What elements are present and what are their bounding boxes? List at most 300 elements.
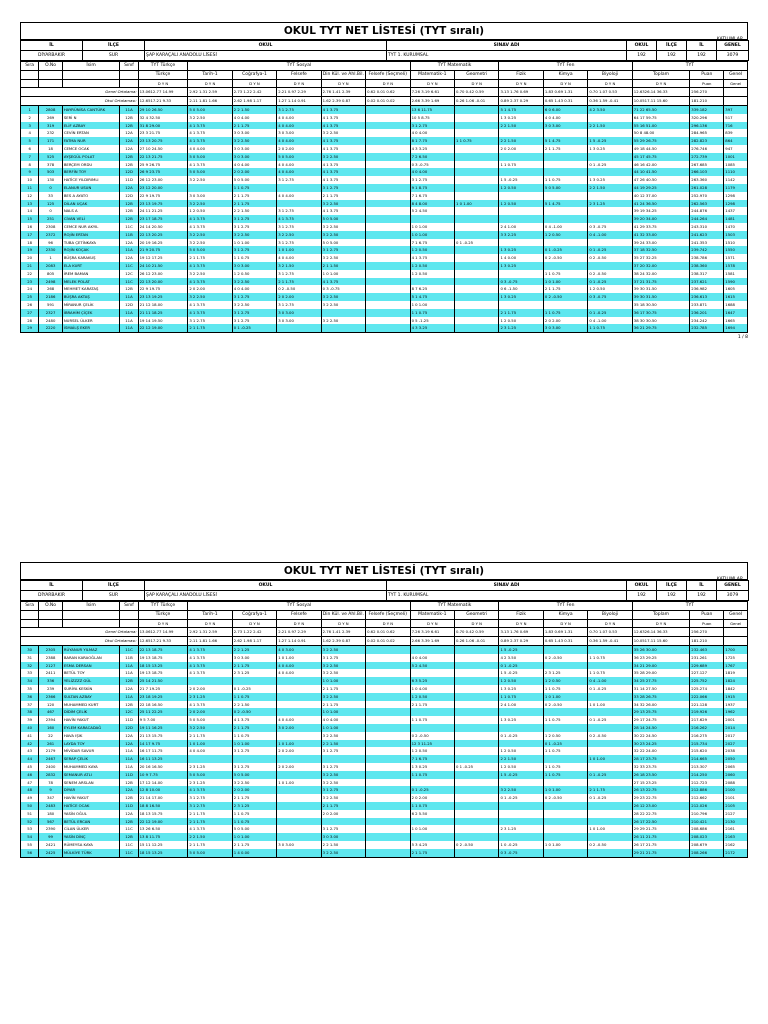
table-cell (455, 122, 499, 130)
table-cell: 0 2 -0.50 (543, 254, 587, 262)
table-cell: 42 (21, 740, 39, 748)
table-cell: 1 1 0.75 (410, 309, 454, 317)
table-cell: CEMCE OCAK (62, 145, 120, 153)
table-cell: 7 1 6.75 (410, 755, 454, 763)
table-cell: 3 2 2.50 (277, 231, 321, 239)
sub-header: Puan (690, 71, 724, 80)
genel-average-row (21, 88, 748, 97)
table-cell: 2 1 1.75 (232, 841, 276, 849)
table-cell: 1 1 0.75 (543, 270, 587, 278)
table-cell: 3 0 3.00 (232, 654, 276, 662)
average-value: 0.65 1.43 0.31 (543, 637, 587, 646)
table-cell: 5 0 5.00 (188, 246, 232, 254)
table-cell (366, 153, 411, 161)
table-cell: 276.746 (690, 145, 724, 153)
table-cell: 212.026 (690, 802, 724, 810)
table-cell: 16 17 11.75 (138, 747, 188, 755)
table-row (21, 763, 748, 771)
table-cell (366, 106, 411, 114)
table-cell: 2327 (39, 309, 63, 317)
table-cell (277, 732, 321, 740)
table-row (21, 262, 748, 270)
table-cell: 50 (21, 802, 39, 810)
table-cell: 5 0 5.00 (232, 176, 276, 184)
table-cell: 23 18 19.25 (138, 693, 188, 701)
table-cell: 21 (21, 262, 39, 270)
dyn-header: D Y N (188, 80, 232, 88)
table-cell: 1 2 0.50 (499, 677, 543, 685)
table-cell: 2 2 1.50 (588, 184, 632, 192)
table-cell: 1 2 0.50 (410, 262, 454, 270)
table-cell: 20 16 16.50 (138, 763, 188, 771)
table-cell (188, 677, 232, 685)
table-cell (455, 708, 499, 716)
table-cell: 4 1 3.75 (188, 223, 232, 231)
table-cell: 591 (39, 301, 63, 309)
table-cell (588, 810, 632, 818)
table-cell: 0 4 -1.00 (543, 223, 587, 231)
table-cell: 4 0 4.00 (188, 747, 232, 755)
genel-header: Genel (724, 620, 748, 628)
average-value: 7.26 3.19 6.61 (410, 88, 454, 97)
table-cell: 1 2 0.50 (543, 732, 587, 740)
count-ilce-label: İLÇE (657, 41, 687, 51)
table-cell: 11A (120, 309, 138, 317)
table-cell: 4 1 3.75 (321, 278, 365, 286)
table-cell: 263.360 (690, 176, 724, 184)
table-cell (232, 755, 276, 763)
blank-cell (120, 611, 138, 620)
blank-cell (39, 80, 63, 88)
average-value: 0.70 1.07 0.53 (588, 628, 632, 637)
table-cell: 18 8 16.50 (138, 802, 188, 810)
table-cell (277, 849, 321, 857)
table-cell: 2 0 2.00 (543, 317, 587, 325)
table-cell (277, 200, 321, 208)
table-row (21, 114, 748, 122)
table-cell: 1 5 -0.25 (499, 646, 543, 654)
table-row (21, 106, 748, 114)
table-cell: 2 2 1.50 (232, 106, 276, 114)
table-cell: 2 1 1.75 (232, 724, 276, 732)
table-cell (588, 168, 632, 176)
table-cell: 5 0 5.00 (188, 168, 232, 176)
sub-header: Felsefe (Seçmeli) (366, 611, 411, 620)
table-cell: 2 1 1.75 (232, 662, 276, 670)
table-row (21, 137, 748, 145)
table-cell: 5 0 5.00 (232, 825, 276, 833)
table-cell: 12B (120, 215, 138, 223)
table-cell: 212.723 (690, 779, 724, 787)
average-value: 0.02 0.01 0.02 (366, 637, 411, 646)
table-row (21, 685, 748, 693)
genel-average-row-label: Genel Ortalama: (21, 628, 139, 637)
dyn-header: D Y N (455, 80, 499, 88)
table-cell: 3 0 3.00 (543, 122, 587, 130)
table-cell: 2060 (724, 771, 748, 779)
table-cell: 48 (21, 786, 39, 794)
table-cell: 26 13 22.75 (632, 786, 690, 794)
table-cell: 3 1 2.75 (321, 763, 365, 771)
table-cell: 0 1 -0.25 (499, 794, 543, 802)
table-cell: 1 1 0.75 (588, 654, 632, 662)
table-cell: 241.623 (690, 231, 724, 239)
table-cell (455, 825, 499, 833)
table-cell (499, 802, 543, 810)
table-cell: 1 3 0.25 (499, 246, 543, 254)
table-cell: 2 1 1.75 (321, 802, 365, 810)
dyn-header: D Y N (366, 80, 411, 88)
table-cell: 2 0 2.00 (188, 708, 232, 716)
table-cell (543, 724, 587, 732)
table-cell: 1 0 1.00 (543, 278, 587, 286)
average-value: 2.73 1.22 2.42 (232, 628, 276, 637)
table-cell (588, 740, 632, 748)
ilce-value: SUR (83, 591, 145, 601)
sub-header: Matematik-1 (410, 611, 454, 620)
table-cell: 319 (39, 122, 63, 130)
genel-average-row-label: Genel Ortalama: (21, 88, 139, 97)
table-cell: 4 0 4.00 (410, 129, 454, 137)
table-cell (455, 293, 499, 301)
table-cell: 1298 (724, 200, 748, 208)
col-sinif-header: Sınıf (120, 602, 138, 611)
table-cell: 3 1 2.75 (232, 317, 276, 325)
table-cell (188, 184, 232, 192)
table-cell: 125 (39, 200, 63, 208)
dyn-header: D Y N (410, 620, 454, 628)
table-cell: 40 (21, 724, 39, 732)
table-cell: 1298 (724, 192, 748, 200)
table-cell: 3 2 2.50 (232, 278, 276, 286)
table-cell (277, 825, 321, 833)
average-value: 2.11 1.81 1.66 (188, 637, 232, 646)
table-row (21, 278, 748, 286)
okul-average-row (21, 97, 748, 106)
table-cell: 12B (120, 701, 138, 709)
table-cell: 0 2 -0.50 (277, 285, 321, 293)
sub-header: Biyoloji (588, 71, 632, 80)
table-cell: 11B (120, 654, 138, 662)
table-cell: 4 1 3.75 (277, 215, 321, 223)
table-cell: 4 0 4.00 (277, 137, 321, 145)
table-cell (455, 755, 499, 763)
table-cell: 11A (120, 693, 138, 701)
blank-cell (39, 611, 63, 620)
table-cell: 36 (21, 693, 39, 701)
table-cell: 3 0 3.00 (277, 841, 321, 849)
table-cell: 1 0 1.00 (410, 223, 454, 231)
table-cell: 0 1 -0.25 (499, 732, 543, 740)
table-cell: ROJİN KOÇAK (62, 246, 120, 254)
table-cell: 2 1 1.75 (188, 254, 232, 262)
table-cell (455, 654, 499, 662)
table-cell: 2050 (724, 755, 748, 763)
table-cell (321, 755, 365, 763)
table-cell (543, 662, 587, 670)
table-cell: 1 1 0.75 (543, 747, 587, 755)
table-cell: RÜYANUR YILMAZ (62, 646, 120, 654)
table-cell (455, 677, 499, 685)
dyn-header: D Y N (232, 620, 276, 628)
table-cell (588, 114, 632, 122)
table-cell: 4 0 4.00 (277, 662, 321, 670)
table-cell: 262.563 (690, 200, 724, 208)
table-row (21, 841, 748, 849)
table-cell: 2 0 2.00 (232, 168, 276, 176)
table-cell: 3 2 2.50 (321, 669, 365, 677)
katilimlar-label: KATILIMLAR (716, 37, 743, 42)
table-row (21, 293, 748, 301)
table-cell: 9 (21, 168, 39, 176)
table-cell: 3 2 2.50 (321, 771, 365, 779)
table-cell: 0 2 -0.50 (588, 841, 632, 849)
table-cell: 64 17 59.75 (632, 114, 690, 122)
table-cell: 3 2 1.50 (277, 262, 321, 270)
table-cell (455, 254, 499, 262)
sub-header: Din Kül. ve Ahl.Bil. (321, 71, 365, 80)
table-cell: 11A (120, 763, 138, 771)
table-row (21, 223, 748, 231)
table-cell: 3 0 3.00 (277, 129, 321, 137)
table-cell: 2105 (724, 802, 748, 810)
table-cell: 29 13 25.75 (632, 708, 690, 716)
table-cell (455, 833, 499, 841)
table-cell (543, 168, 587, 176)
table-cell: 1 2 0.50 (232, 270, 276, 278)
table-cell: 11C (120, 825, 138, 833)
table-cell: 2127 (724, 810, 748, 818)
table-cell (366, 122, 411, 130)
table-cell (455, 301, 499, 309)
table-cell: 37 20 32.00 (632, 262, 690, 270)
table-cell: 1 0 1.00 (410, 301, 454, 309)
average-value: 10.0517.11 15.60 (632, 97, 690, 106)
table-cell: 1 1 0.75 (410, 716, 454, 724)
table-cell: 5 0 5.00 (188, 153, 232, 161)
table-cell: 29 29 21.75 (632, 825, 690, 833)
average-value: 1.83 0.69 1.31 (543, 628, 587, 637)
table-cell: 3 0 3.00 (232, 153, 276, 161)
table-cell: 3 1 2.75 (321, 246, 365, 254)
table-row (21, 246, 748, 254)
table-cell (455, 285, 499, 293)
table-cell: 4 1 3.75 (188, 646, 232, 654)
blank-cell (62, 620, 120, 628)
table-cell: 11D (120, 771, 138, 779)
table-cell: 32 (21, 662, 39, 670)
table-row (21, 708, 748, 716)
table-cell: 49 18 44.50 (632, 145, 690, 153)
table-cell: 24 14 20.50 (138, 223, 188, 231)
okul-value: ŞAP KARAÇALI ANADOLU LİSESİ (145, 51, 387, 61)
table-cell: 4 1 3.75 (188, 122, 232, 130)
table-cell: 2172 (724, 849, 748, 857)
table-cell (588, 818, 632, 826)
sub-header: Fizik (499, 71, 543, 80)
table-cell (543, 825, 587, 833)
table-cell (366, 161, 411, 169)
table-cell: 12 8 10.00 (138, 786, 188, 794)
table-cell: 4 0 4.00 (543, 114, 587, 122)
table-cell: 0 2 -0.50 (588, 270, 632, 278)
table-cell: 9 1 8.75 (410, 184, 454, 192)
table-cell: 4 1 3.75 (188, 137, 232, 145)
table-cell (499, 192, 543, 200)
table-cell: 5 3 4.25 (410, 841, 454, 849)
table-cell: 26 (21, 301, 39, 309)
table-cell: 805 (39, 270, 63, 278)
table-cell (366, 654, 411, 662)
table-cell (366, 317, 411, 325)
table-cell: 232.785 (690, 324, 724, 332)
table-cell: 4 0 4.00 (277, 669, 321, 677)
table-cell: 35 26 30.00 (632, 646, 690, 654)
table-cell: 0 1 -0.25 (543, 246, 587, 254)
table-cell: 261 (39, 740, 63, 748)
table-row (21, 716, 748, 724)
table-cell: 4 1 3.75 (188, 215, 232, 223)
table-cell: 1437 (724, 207, 748, 215)
table-cell: 1 0 1.00 (321, 677, 365, 685)
table-cell: 9 5 7.00 (138, 716, 188, 724)
table-cell: 567 (39, 818, 63, 826)
table-cell: 1 1 0.75 (543, 309, 587, 317)
table-cell: LAYDA TOY (62, 740, 120, 748)
table-row (21, 646, 748, 654)
table-cell: 35 27 32.25 (632, 254, 690, 262)
table-cell: 1 2 0.50 (499, 200, 543, 208)
table-cell: 282.823 (690, 137, 724, 145)
table-cell: 4 1 3.75 (321, 145, 365, 153)
table-cell: 1 1 0.75 (543, 763, 587, 771)
table-cell: 4 1 3.75 (321, 114, 365, 122)
table-cell: 1819 (724, 669, 748, 677)
table-cell: 12 (21, 192, 39, 200)
table-cell: 12D (120, 168, 138, 176)
table-cell: 0 3 -0.75 (410, 161, 454, 169)
table-cell: 1001 (724, 153, 748, 161)
table-cell: 22 13 18.75 (138, 646, 188, 654)
table-cell (499, 153, 543, 161)
table-cell: 11A (120, 662, 138, 670)
table-cell: 25 (21, 293, 39, 301)
table-cell: 12B (120, 677, 138, 685)
table-cell (277, 794, 321, 802)
table-cell: 2017 (724, 732, 748, 740)
table-cell: 22 9 19.75 (138, 192, 188, 200)
table-row (21, 324, 748, 332)
table-cell (366, 701, 411, 709)
table-cell (455, 309, 499, 317)
table-cell: 0 3 -0.75 (588, 293, 632, 301)
table-cell: 208.023 (690, 833, 724, 841)
table-cell: 2390 (39, 825, 63, 833)
table-cell: 32 22 24.00 (632, 747, 690, 755)
table-cell (277, 324, 321, 332)
table-cell: 23 13 19.25 (138, 293, 188, 301)
table-cell: 4 2 3.50 (588, 106, 632, 114)
table-cell: 8 4 8.00 (410, 200, 454, 208)
count-il-value: 192 (687, 51, 717, 61)
dyn-header: D Y N (543, 80, 587, 88)
table-cell: 11D (120, 716, 138, 724)
table-cell: 1 1 0.75 (232, 732, 276, 740)
table-cell (366, 747, 411, 755)
table-cell: 12B (120, 794, 138, 802)
table-cell: 2014 (724, 724, 748, 732)
table-cell: 3 2 2.50 (321, 317, 365, 325)
table-cell (455, 106, 499, 114)
table-cell (277, 677, 321, 685)
table-cell (366, 309, 411, 317)
sub-header: Toplam (632, 71, 690, 80)
table-cell (410, 215, 454, 223)
table-cell: MELEK POLAT (62, 278, 120, 286)
table-cell: 5 0 5.00 (543, 184, 587, 192)
col-sinif-header: Sınıf (120, 62, 138, 71)
table-cell: 13 26 6.50 (138, 825, 188, 833)
table-cell (188, 755, 232, 763)
table-cell: 4 1 3.75 (321, 207, 365, 215)
table-cell: 1647 (724, 309, 748, 317)
table-cell: 31 14 27.50 (632, 685, 690, 693)
table-row (21, 677, 748, 685)
table-row (21, 740, 748, 748)
blank-cell (62, 611, 120, 620)
table-cell: 4 0 4.00 (277, 716, 321, 724)
page-number: 1 / 8 (737, 335, 748, 340)
table-cell (366, 677, 411, 685)
table-cell: BERÇEM ORDU (62, 161, 120, 169)
average-value: 2.76 1.41 2.39 (321, 88, 365, 97)
table-cell: 1615 (724, 293, 748, 301)
table-cell: 2162 (724, 841, 748, 849)
table-cell: 16 (21, 223, 39, 231)
table-cell: CİLAN ÜLKER (62, 825, 120, 833)
table-cell: 0 2 -0.50 (543, 701, 587, 709)
table-row (21, 254, 748, 262)
average-value: 13.0612.77 14.99 (138, 628, 188, 637)
table-cell: 12A (120, 685, 138, 693)
table-cell (455, 207, 499, 215)
table-cell: FATMA NUR (62, 137, 120, 145)
table-cell (366, 732, 411, 740)
average-value: 2.11 1.81 1.66 (188, 97, 232, 106)
table-cell: 22 13 20.00 (138, 278, 188, 286)
table-cell: 3 1 2.75 (188, 794, 232, 802)
table-cell: 1 0 1.00 (588, 825, 632, 833)
table-cell: 3 1 2.75 (277, 106, 321, 114)
table-cell (455, 145, 499, 153)
table-cell: 4 0 4.00 (232, 114, 276, 122)
table-cell (455, 794, 499, 802)
table-row (21, 309, 748, 317)
table-cell: 2 2 1.50 (499, 122, 543, 130)
table-row (21, 145, 748, 153)
table-cell: 120 (39, 701, 63, 709)
table-cell: 37 21 31.75 (632, 278, 690, 286)
table-cell (321, 818, 365, 826)
table-cell (277, 755, 321, 763)
table-cell: 2 1 1.75 (188, 810, 232, 818)
table-cell: 1 4 0.00 (232, 849, 276, 857)
table-cell: 3 0 3.00 (277, 309, 321, 317)
table-cell: 213.307 (690, 763, 724, 771)
table-cell (366, 779, 411, 787)
table-cell (366, 176, 411, 184)
table-cell: MUHAMMED KAYA (62, 763, 120, 771)
